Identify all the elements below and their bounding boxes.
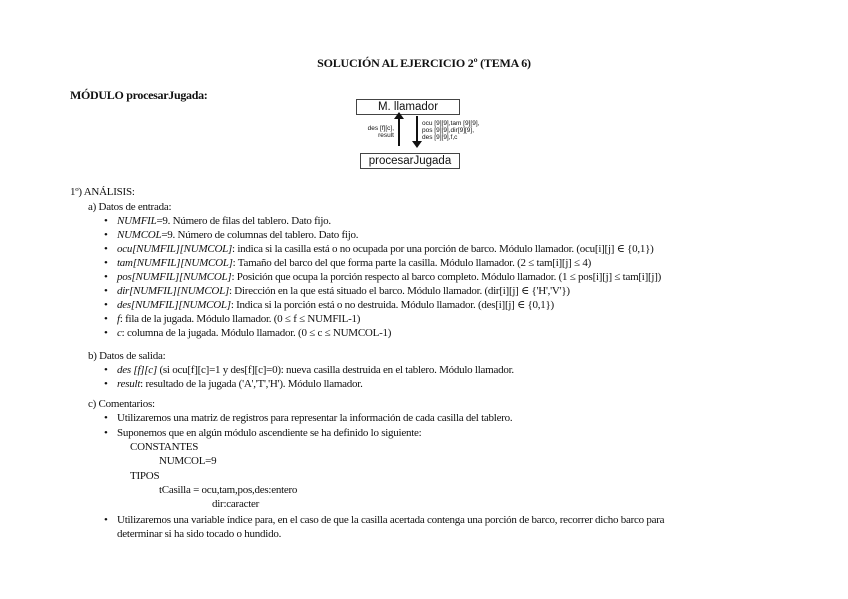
input-item-name: NUMFIL <box>117 215 157 227</box>
dir-field: dir:caracter <box>212 498 260 510</box>
input-item <box>117 327 391 340</box>
input-item-text: : Tamaño del barco del que forma parte la casilla. Módulo llamador. (2 ≤ tam[i][j] ≤ 4) <box>232 257 592 269</box>
output-params <box>358 125 394 139</box>
input-item <box>117 285 570 298</box>
input-item <box>117 271 661 284</box>
input-item-text: : Indica si la porción está o no destruida. Módulo llamador. (des[i][j] ∈ {0,1}) <box>230 299 554 311</box>
output-item-name: des [f][c] <box>117 364 157 376</box>
input-item-name: f <box>117 313 120 325</box>
input-item-name: pos[NUMFIL][NUMCOL] <box>117 271 232 283</box>
input-item-text: : indica si la casilla está o no ocupada por una porción de barco. Módulo llamador. (ocu[i][j] ∈ {0,1}) <box>232 243 654 255</box>
input-item <box>117 299 554 312</box>
input-item <box>117 229 358 242</box>
input-item <box>117 215 331 228</box>
comment-item: • Suponemos que en algún módulo ascendiente se ha definido lo siguiente: <box>117 427 422 440</box>
outputs-heading: b) Datos de salida: <box>88 350 166 362</box>
analysis-heading: 1º) ANÁLISIS: <box>70 186 135 198</box>
input-item-text: =9. Número de columnas del tablero. Dato fijo. <box>161 229 359 241</box>
input-param: ocu [9][9],tam [9][9], <box>422 120 480 127</box>
input-item-name: dir[NUMFIL][NUMCOL] <box>117 285 229 297</box>
output-item-name: result <box>117 378 141 390</box>
input-item <box>117 313 360 326</box>
output-param: result <box>378 132 394 139</box>
page-title: SOLUCIÓN AL EJERCICIO 2º (TEMA 6) <box>317 56 531 70</box>
output-item-text: : resultado de la jugada ('A','T','H'). Módulo llamador. <box>140 378 363 390</box>
input-param: des [9][9],f,c <box>422 134 458 141</box>
output-item <box>117 378 363 391</box>
input-item-name: tam[NUMFIL][NUMCOL] <box>117 257 233 269</box>
comments-heading: c) Comentarios: <box>88 398 155 410</box>
output-param: des [f][c], <box>367 125 394 132</box>
input-item-text: : columna de la jugada. Módulo llamador. (0 ≤ c ≤ NUMCOL-1) <box>121 327 392 339</box>
input-params <box>422 120 479 141</box>
input-item <box>117 257 591 270</box>
call-diagram <box>350 98 510 174</box>
input-item-text: =9. Número de filas del tablero. Dato fijo. <box>156 215 331 227</box>
tcasilla-type: tCasilla = ocu,tam,pos,des:entero <box>159 484 298 496</box>
constantes-label: CONSTANTES <box>130 441 199 453</box>
callee-box: procesarJugada <box>360 153 460 169</box>
input-item-name: des[NUMFIL][NUMCOL] <box>117 299 231 311</box>
input-item-text: : fila de la jugada. Módulo llamador. (0 ≤ f ≤ NUMFIL-1) <box>119 313 361 325</box>
comment-item: • Utilizaremos una matriz de registros para representar la información de cada casilla del tablero. <box>117 412 512 425</box>
input-item-name: c <box>117 327 122 339</box>
tipos-label: TIPOS <box>130 470 160 482</box>
up-arrow-icon <box>398 118 400 146</box>
input-item-text: : Posición que ocupa la porción respecto al barco completo. Módulo llamador. (1 ≤ pos[i][j] ≤ tam[i][j]) <box>231 271 662 283</box>
input-item-text: : Dirección en la que está situado el barco. Módulo llamador. (dir[i][j] ∈ {'H','V'}) <box>229 285 570 297</box>
comment-item: • Utilizaremos una variable índice para, en el caso de que la casilla acertada contenga una porción de barco, recorrer dicho barco para <box>117 514 664 527</box>
inputs-heading: a) Datos de entrada: <box>88 201 172 213</box>
module-heading: MÓDULO procesarJugada: <box>70 88 208 102</box>
input-param: pos [9][9],dir[9][9], <box>422 127 475 134</box>
comment-item-continuation: determinar si ha sido tocado o hundido. <box>117 528 282 540</box>
numcol-constant: NUMCOL=9 <box>159 455 217 467</box>
input-item-name: NUMCOL <box>117 229 162 241</box>
output-item-text: (si ocu[f][c]=1 y des[f][c]=0): nueva casilla destruida en el tablero. Módulo llamador. <box>156 364 514 376</box>
down-arrow-icon <box>416 116 418 142</box>
output-item <box>117 364 514 377</box>
input-item <box>117 243 654 256</box>
input-item-name: ocu[NUMFIL][NUMCOL] <box>117 243 233 255</box>
caller-box: M. llamador <box>356 99 460 115</box>
